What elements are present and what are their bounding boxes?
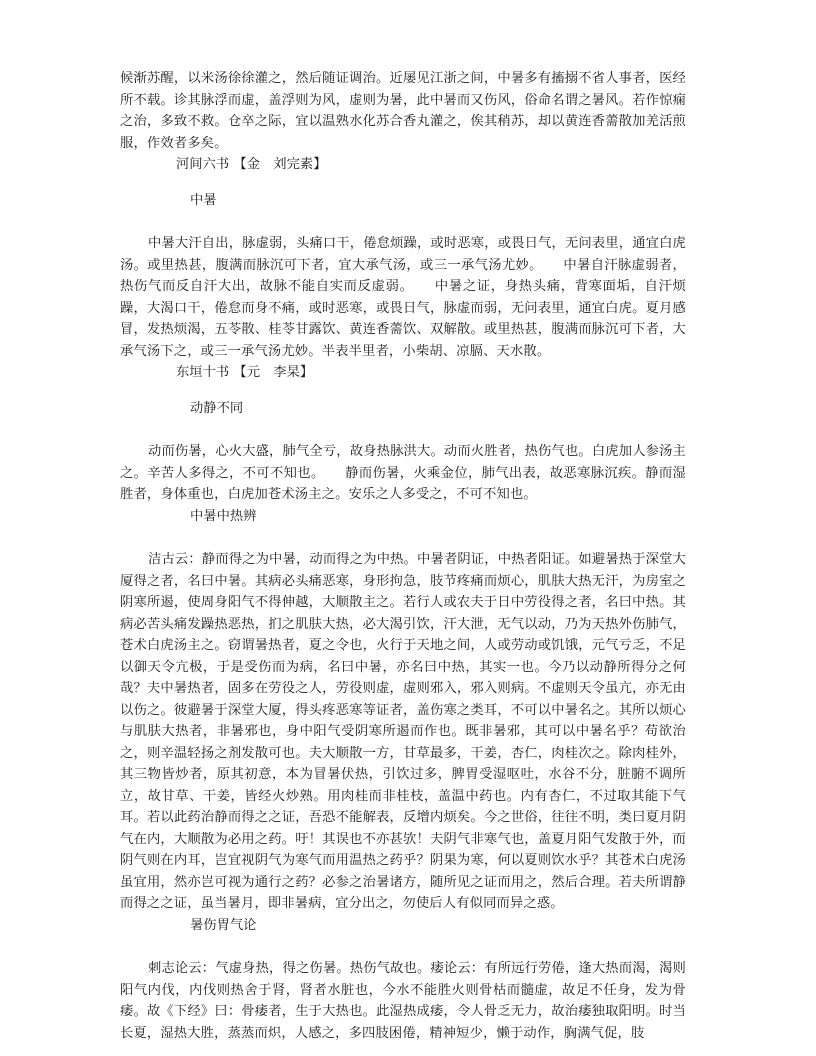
body-paragraph: 中暑大汗自出，脉虚弱，头痛口干，倦怠烦躁，或时恶寒，或畏日气，无问表里，通宜白虎汤。或里热甚，腹满而脉沉可下者，宜大承气汤，或三一承气汤尤妙。 中暑自汗脉虚弱者，热伤气而反自汗大出，故脉不能自实而反虚弱。 中暑之证，身热头痛，背寒面垢，自汗烦躁，大渴口干，倦怠而身不痛，或时恶寒，或畏日气，脉虚而弱，无问表里，通宜白虎。夏月感冒，发热烦渴，五苓散、桂苓甘露饮、黄连香薷饮、双解散。或里热甚，腹满而脉沉可下者，大承气汤下之，或三一承气汤尤妙。半表半里者，小柴胡、凉膈、天水散。 (120, 236, 686, 359)
body-paragraph: 洁古云：静而得之为中暑，动而得之为中热。中暑者阴证，中热者阳证。如避暑热于深堂大厦得之者，名曰中暑。其病必头痛恶寒，身形拘急，肢节疼痛而烦心，肌肤大热无汗，为房室之阴寒所遏，使周身阳气不得伸越，大顺散主之。若行人或农夫于日中劳役得之者，名曰中热。其病必苦头痛发躁热恶热，扪之肌肤大热，必大渴引饮，汗大泄，无气以动，乃为天热外伤肺气，苍术白虎汤主之。窃谓暑热者，夏之令也，火行于天地之间，人或劳动或饥饿，元气亏乏，不足以御天令亢极，于是受伤而为病，名曰中暑，亦名曰中热，其实一也。今乃以动静所得分之何哉？夫中暑热者，固多在劳役之人，劳役则虚，虚则邪入，邪入则病。不虚则天令虽亢，亦无由以伤之。彼避暑于深堂大厦，得头疼恶寒等证者，盖伤寒之类耳，不可以中暑名之。其所以烦心与肌肤大热者，非暑邪也，身中阳气受阴寒所遏而作也。既非暑邪，其可以中暑名乎？苟欲治之，则辛温轻扬之剂发散可也。夫大顺散一方，甘草最多，干姜，杏仁，肉桂次之。除肉桂外，其三物皆炒者，原其初意，本为冒暑伏热，引饮过多，脾胃受湿呕吐，水谷不分，脏腑不调所立，故甘草、干姜，皆经火炒熟。用肉桂而非桂枝，盖温中药也。内有杏仁，不过取其能下气耳。若以此药治静而得之之证，吾恐不能解表，反增内烦矣。今之世俗，往往不明，类曰夏月阴气在内，大顺散为必用之药。吁！其误也不亦甚欤！夫阴气非寒气也，盖夏月阳气发散于外，而阴气则在内耳，岂宜视阴气为寒气而用温热之药乎？阴果为寒，何以夏则饮水乎？其苍术白虎汤虽宜用，然亦岂可视为通行之药？必参之治暑诸方，随所见之证而用之，然后合理。若夫所谓静而得之之证，虽当暑月，即非暑病，宜分出之，勿使后人有似同而异之惑。 (120, 552, 686, 911)
source-book-heading: 河间六书 【金 刘完素】 (176, 157, 327, 172)
paragraph-continuation: 候渐苏醒，以米汤徐徐灌之，然后随证调治。近屡见江浙之间，中暑多有搐搦不省人事者，医经所不载。诊其脉浮而虚，盖浮则为风，虚则为暑，此中暑而又伤风，俗命名谓之暑风。若作惊痫之治，多致不救。仓卒之际，宜以温熟水化苏合香丸灌之，俟其稍苏，却以黄连香薷散加羌活煎服，作效者多矣。 (120, 71, 686, 151)
section-heading: 动静不同 (190, 400, 244, 416)
body-paragraph: 动而伤暑，心火大盛，肺气全亏，故身热脉洪大。动而火胜者，热伤气也。白虎加人参汤主之。辛苦人多得之，不可不知也。 静而伤暑，火乘金位，肺气出表，故恶寒脉沉疾。静而湿胜者，身体重也，白虎加苍术汤主之。安乐之人多受之，不可不知也。 (120, 444, 686, 502)
section-heading: 中暑中热辨 (190, 508, 257, 524)
section-heading: 中暑 (190, 192, 217, 208)
body-paragraph: 刺志论云：气虚身热，得之伤暑。热伤气故也。痿论云：有所远行劳倦，逢大热而渴，渴则阳气内伐，内伐则热舍于肾，肾者水脏也，今水不能胜火则骨枯而髓虚，故足不任身，发为骨痿。故《下经》曰：骨痿者，生于大热也。此湿热成痿，令人骨乏无力，故治痿独取阳明。时当长夏，湿热大胜，蒸蒸而炽，人感之，多四肢困倦，精神短少，懒于动作，胸满气促，肢 (120, 961, 686, 1041)
section-heading: 暑伤胃气论 (190, 917, 257, 933)
source-book-heading: 东垣十书 【元 李杲】 (176, 365, 314, 380)
document-page (120, 68, 686, 1044)
